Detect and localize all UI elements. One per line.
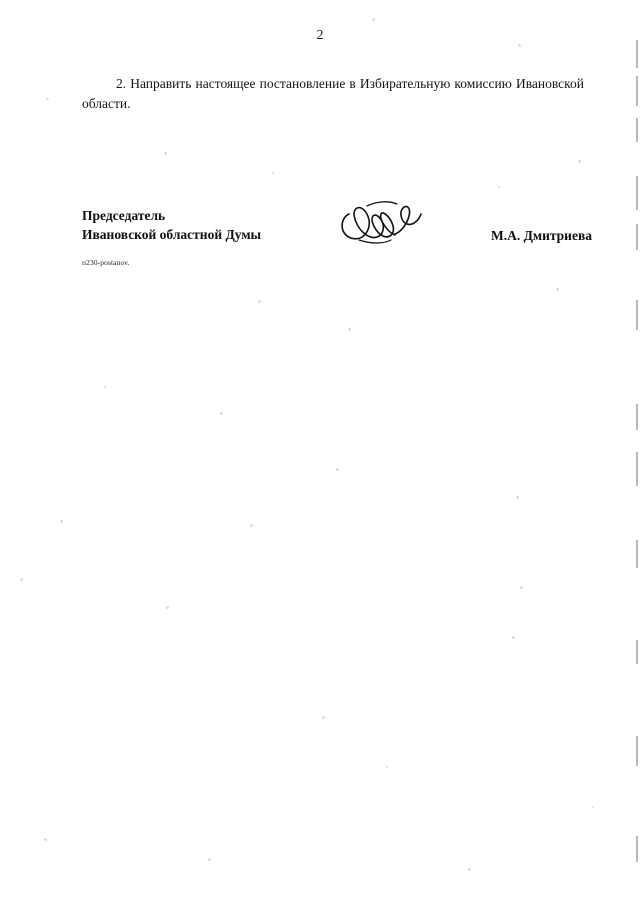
signature-block [82,206,592,262]
scan-edge-marks [634,0,638,905]
scan-speckle [372,18,375,21]
signer-title-line2: Ивановской областной Думы [82,227,262,242]
scan-speckle [386,766,388,768]
scan-speckle [104,386,106,388]
scan-speckle [518,44,521,47]
scan-speckle [250,524,253,527]
scan-speckle [322,716,325,719]
document-footer-code: п230-postanov. [82,258,130,267]
body-paragraph: 2. Направить настоящее постановление в Избирательную комиссию Ивановской области. [82,76,584,111]
scan-speckle [166,606,169,609]
scan-speckle [516,496,519,499]
scan-speckle [60,520,63,523]
handwritten-signature-icon [337,194,427,252]
scan-speckle [348,328,351,331]
scan-speckle [556,288,559,291]
scan-speckle [592,806,594,808]
scan-speckle [520,586,523,589]
scan-speckle [578,160,581,163]
signer-title-line1: Председатель [82,208,166,223]
scan-speckle [336,468,339,471]
scan-speckle [258,300,261,303]
scan-speckle [20,578,23,581]
scan-speckle [208,858,211,861]
scan-speckle [512,636,515,639]
scan-speckle [46,98,49,100]
signer-title [82,206,261,244]
scan-speckle [164,152,167,155]
scan-speckle [44,838,47,841]
scan-speckle [498,186,500,188]
signer-name: М.А. Дмитриева [491,228,592,243]
page-number: 2 [316,28,324,43]
scan-speckle [272,172,274,174]
scan-speckle [220,412,223,415]
scan-speckle [468,868,471,871]
